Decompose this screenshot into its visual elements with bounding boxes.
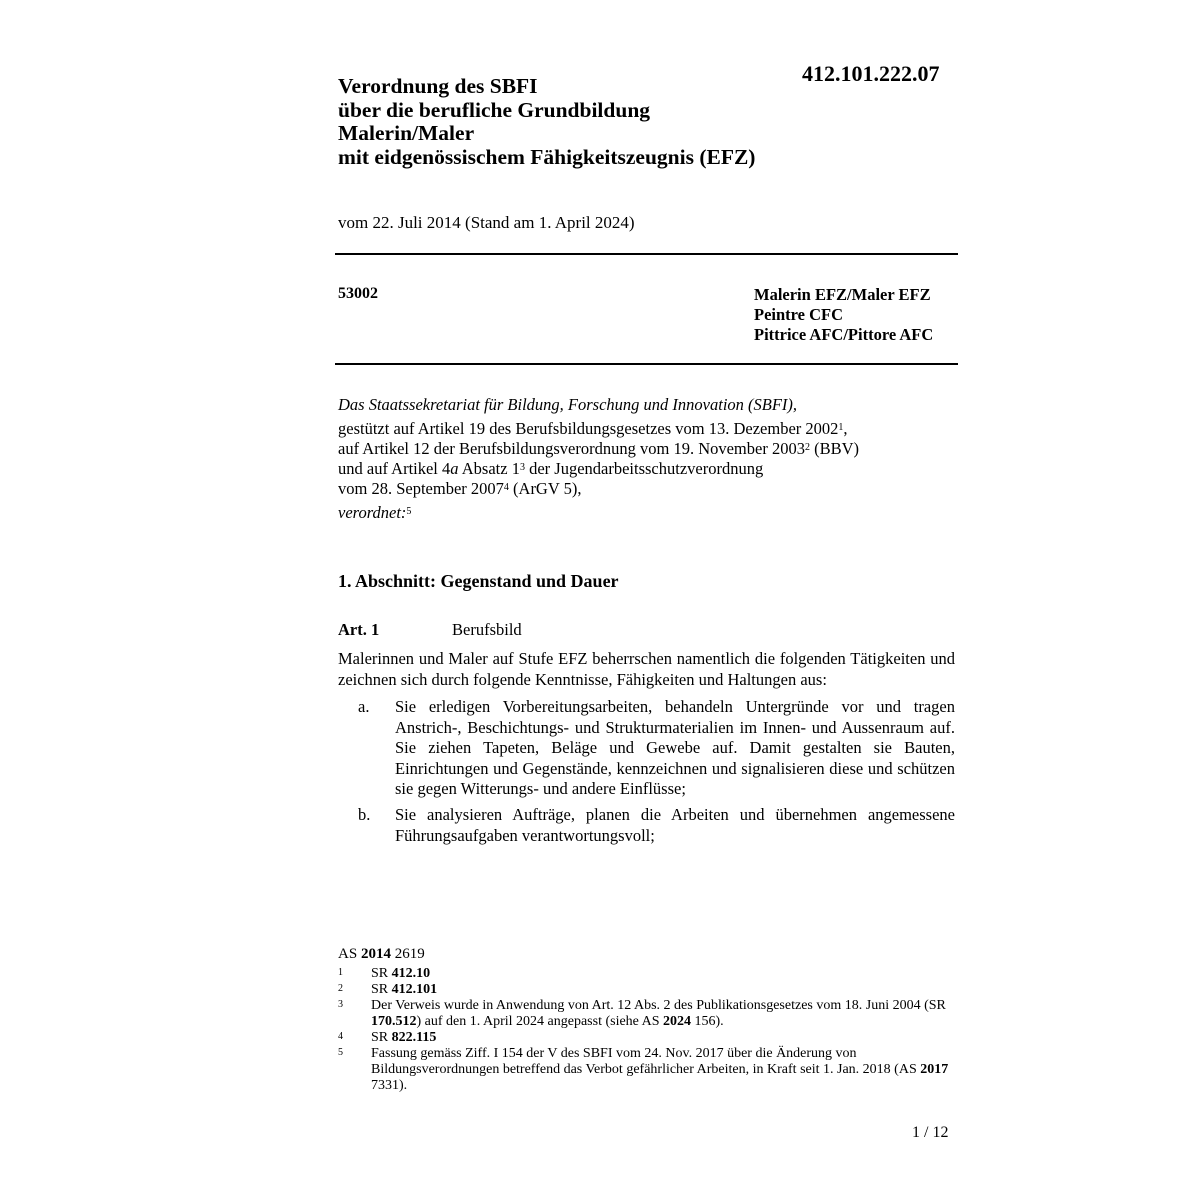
footnote-ref[interactable]: 2 xyxy=(804,442,810,453)
basis-text: Absatz 1 xyxy=(458,459,520,478)
official-compilation-ref xyxy=(338,946,425,963)
basis-text: der Jugendarbeitsschutzverordnung xyxy=(524,459,764,478)
footnote-as-year: 2017 xyxy=(920,1062,949,1077)
footnote-sr[interactable]: 170.512 xyxy=(371,1014,417,1029)
footnote-number: 4 xyxy=(338,1031,343,1042)
sr-number: 412.101.222.07 xyxy=(802,61,940,86)
title-line: Malerin/Maler xyxy=(338,121,475,145)
as-year: 2014 xyxy=(360,946,391,962)
basis-text: , xyxy=(843,419,848,438)
profession-code: 53002 xyxy=(338,285,378,302)
decree-word: verordnet: xyxy=(338,503,407,522)
list-item xyxy=(338,697,955,800)
basis-text: gestützt auf Artikel 19 des Berufsbildungsgesetzes vom 13. Dezember 2002 xyxy=(338,419,839,438)
list-item-text: Sie erledigen Vorbereitungsarbeiten, behandeln Untergründe vor und tragen Anstrich-, Beschichtungs- und Strukturmaterialien im Innen- und Aussenraum auf. Sie ziehen Tapeten, Beläge und Gewebe auf. Damit gestalten sie Bauten, Einrichtungen und Gegenstände, kennzeichnen und signalisieren diese und schützen sie gegen Witterungs- und andere Einflüsse; xyxy=(395,697,955,798)
footnote-text: 156). xyxy=(691,1014,724,1029)
preamble xyxy=(338,395,958,523)
document-title xyxy=(338,75,755,169)
article-text: Malerinnen und Maler auf Stufe EFZ beherrschen namentlich die folgenden Tätigkeiten und zeichnen sich durch folgende Kenntnisse, Fähigkeiten und Haltungen aus: xyxy=(338,649,955,689)
basis-text: (BBV) xyxy=(809,439,860,458)
footnote xyxy=(338,966,958,982)
list-item-label: a. xyxy=(358,697,370,716)
page-number: 1 / 12 xyxy=(912,1124,949,1141)
issuing-authority: Das Staatssekretariat für Bildung, Forschung und Innovation (SBFI), xyxy=(338,395,798,414)
footnote xyxy=(338,1046,958,1094)
footnote-number: 5 xyxy=(338,1047,343,1058)
footnote-sr[interactable]: 412.101 xyxy=(391,982,438,997)
basis-text: vom 28. September 2007 xyxy=(338,479,504,498)
as-prefix: AS xyxy=(338,946,361,962)
article-heading xyxy=(338,620,522,640)
section-heading: 1. Abschnitt: Gegenstand und Dauer xyxy=(338,571,619,591)
divider-top xyxy=(335,253,958,255)
footnote-text: 7331). xyxy=(371,1078,408,1093)
footnote-number: 1 xyxy=(338,967,343,978)
footnote-ref[interactable]: 3 xyxy=(519,462,525,473)
profession-name: Malerin EFZ/Maler EFZ xyxy=(754,285,931,304)
footnote-sr[interactable]: 822.115 xyxy=(391,1030,437,1045)
footnote xyxy=(338,1030,958,1046)
footnote-text: SR xyxy=(371,966,392,981)
profession-names xyxy=(754,285,933,345)
profession-name: Peintre CFC xyxy=(754,305,844,324)
footnote-text: Fassung gemäss Ziff. I 154 der V des SBFI vom 24. Nov. 2017 über die Änderung von Bildungsverordnungen betreffend das Verbot gefährlicher Arbeiten, in Kraft seit 1. Jan. 2018 (AS xyxy=(371,1046,921,1077)
footnote-text: SR xyxy=(371,1030,392,1045)
document-date: vom 22. Juli 2014 (Stand am 1. April 2024) xyxy=(338,213,635,232)
article-number: Art. 1 xyxy=(338,620,380,639)
list-item-text: Sie analysieren Aufträge, planen die Arbeiten und übernehmen angemessene Führungsaufgaben verantwortungsvoll; xyxy=(395,805,955,845)
basis-text: a xyxy=(450,459,459,478)
footnote xyxy=(338,998,958,1030)
footnote xyxy=(338,982,958,998)
footnote-as-year: 2024 xyxy=(663,1014,692,1029)
footnote-text: Der Verweis wurde in Anwendung von Art. 12 Abs. 2 des Publikationsgesetzes vom 18. Juni 2004 (SR xyxy=(371,998,946,1013)
footnotes xyxy=(338,966,958,1094)
footnote-ref[interactable]: 4 xyxy=(503,482,509,493)
footnote-number: 3 xyxy=(338,999,343,1010)
divider-bottom xyxy=(335,363,958,365)
footnote-text: SR xyxy=(371,982,392,997)
list-item xyxy=(338,805,955,846)
list-item-label: b. xyxy=(358,805,371,824)
footnote-number: 2 xyxy=(338,983,343,994)
footnote-text: ) auf den 1. April 2024 angepasst (siehe AS xyxy=(416,1014,664,1029)
footnote-ref[interactable]: 1 xyxy=(838,422,844,433)
title-line: Verordnung des SBFI xyxy=(338,74,538,98)
title-line: mit eidgenössischem Fähigkeitszeugnis (EFZ) xyxy=(338,144,756,169)
basis-text: auf Artikel 12 der Berufsbildungsverordnung vom 19. November 2003 xyxy=(338,439,805,458)
legal-basis xyxy=(338,419,958,499)
profession-name: Pittrice AFC/Pittore AFC xyxy=(754,325,934,344)
article-title: Berufsbild xyxy=(452,620,522,639)
basis-text: (ArGV 5), xyxy=(508,479,582,498)
footnote-sr[interactable]: 412.10 xyxy=(391,966,431,981)
as-page: 2619 xyxy=(390,946,425,962)
title-line: über die berufliche Grundbildung xyxy=(338,97,651,122)
basis-text: und auf Artikel 4 xyxy=(338,459,451,478)
footnote-ref[interactable]: 5 xyxy=(406,506,412,517)
